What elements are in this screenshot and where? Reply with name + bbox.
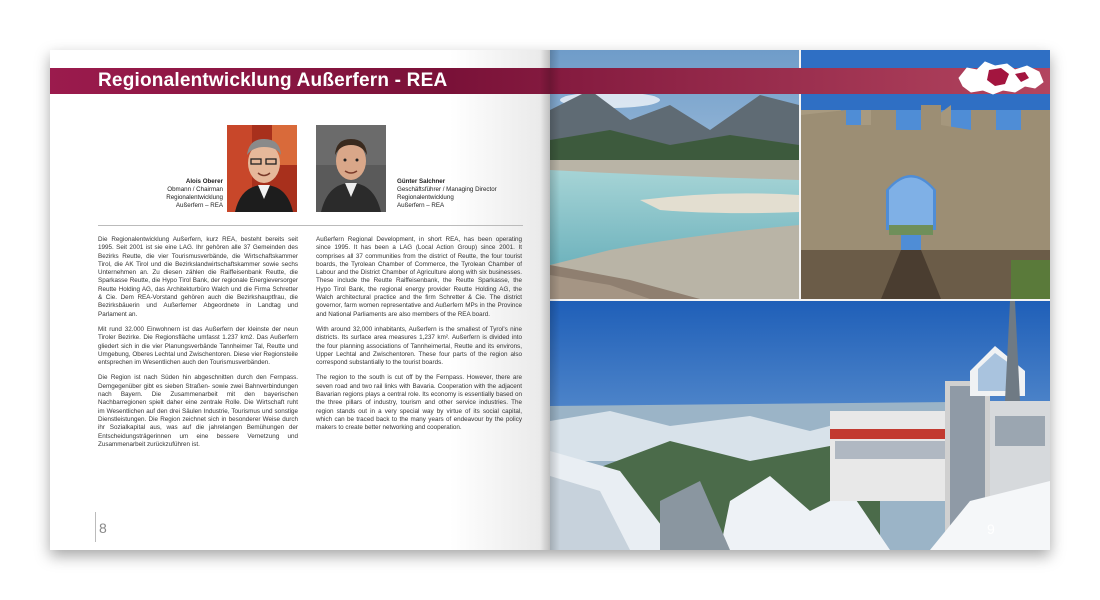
person-name: Alois Oberer [185, 178, 223, 185]
person-role: Obmann / Chairman [167, 186, 223, 193]
person-name: Günter Salchner [397, 178, 446, 185]
photo-mountain-summit [550, 301, 1050, 550]
page-number-rule [95, 512, 96, 542]
page-title: Regionalentwicklung Außerfern - REA [98, 70, 448, 91]
person-org: Regionalentwicklung [397, 194, 454, 201]
region-map-icon [955, 56, 1047, 100]
paragraph: Mit rund 32.000 Einwohnern ist das Außerfern der kleinste der neun Tiroler Bezirke. Die Regionsfläche umfasst 1.237 km2. Das Außerfern gliedert sich in die vier Planungsverbände Tannheimer Tal, Reutte und Umgebung, Oberes Lechtal und Zwischentoren. Diese vier Regionsteile entsprechen im Wesentlichen auch den Tourismusverbänden. [98, 325, 298, 367]
person-org: Außerfern – REA [175, 202, 223, 209]
portrait-guenter-salchner [316, 125, 386, 212]
person-role: Geschäftsführer / Managing Director [397, 186, 497, 193]
german-text-column [98, 236, 298, 456]
paragraph: The region to the south is cut off by the Fernpass. However, there are seven road and two rail links with Bavaria. Cooperation with the adjacent Bavarian regions plays a central role. Its economy is essentially based on the three pillars of industry, tourism and other service industries. The region stands out in a very special way by virtue of its social capital, which can be traced back to the many years of endeavour by the policy makers to create better networking and cooperation. [316, 374, 522, 432]
person-org: Regionalentwicklung [166, 194, 223, 201]
portrait-alois-oberer [227, 125, 297, 212]
left-page [50, 50, 550, 550]
paragraph: Die Regionalentwicklung Außerfern, kurz REA, besteht bereits seit 1995. Seit 2001 ist sie eine LAG. Ihr gehören alle 37 Gemeinden des Bezirks Reutte, die vier Tourismusverbände, die Wirtschaftskammer Tirol, die AK Tirol und die Bezirkslandwirtschaftskammer sowie sechs Unternehmen an. Zu diesen zählen die Raiffeisenbank Reutte, die Sparkasse Reutte, die Hypo Tirol Bank, der regionale Energieversorger Reutte Holding AG, das Architekturbüro Walch und die Firma Schretter & Cie. Dem REA-Vorstand gehören auch die Bezirkshauptfrau, die Bezirksbäuerin und Außerferner Abgeordnete in Landtag und Parlament an. [98, 236, 298, 318]
right-page [550, 50, 1050, 550]
person-org: Außerfern – REA [397, 202, 445, 209]
caption-guenter-salchner [397, 178, 537, 210]
caption-alois-oberer [153, 178, 223, 210]
page-number-left: 8 [99, 520, 107, 536]
divider [98, 225, 523, 226]
paragraph: Außerfern Regional Development, in short REA, has been operating since 1995. It has been a LAG (Local Action Group) since 2001. It comprises all 37 communities from the district of Reutte, the four tourist boards, the Tyrolean Chamber of Commerce, the Tyrolean Chamber of Labour and the District Chamber of Agriculture along with six businesses. These include the Reutte Raiffeisenbank, the Reutte Sparkasse, the Hypo Tirol Bank, the regional energy provider Reutte Holding AG, the Walch architectural practice and the firm Schretter & Cie. The district governor, farm women representative and Außerfern MPs in the Province and National Parliaments are also members of the REA board. [316, 236, 522, 318]
paragraph: With around 32,000 inhabitants, Außerfern is the smallest of Tyrol's nine districts. Its surface area measures 1,237 km². Außerfern is divided into the four planning associations of Tannheimertal, Reutte and its environs, Upper Lechtal and Zwischentoren. These four parts of the region also correspond substantially to the tourist boards. [316, 325, 522, 367]
english-text-column [316, 236, 522, 440]
paragraph: Die Region ist nach Süden hin abgeschnitten durch den Fernpass. Demgegenüber gibt es sieben Straßen- sowie zwei Bahnverbindungen nach Bayern. Die Zusammenarbeit mit den bayerischen Nachbarregionen spielt daher eine zentrale Rolle. Die Wirtschaft ruht im Wesentlichen auf den drei Säulen Industrie, Tourismus und sonstige Dienstleistungen. Die Region zeichnet sich in besonderer Weise durch ihr Sozialkapital aus, was auf die jahrelangen Bemühungen der Entscheidungsträgerinnen um eine bessere Vernetzung und Zusammenarbeit zurückzuführen ist. [98, 374, 298, 448]
page-number-right: 9 [987, 521, 995, 537]
brochure-spread [50, 50, 1050, 550]
